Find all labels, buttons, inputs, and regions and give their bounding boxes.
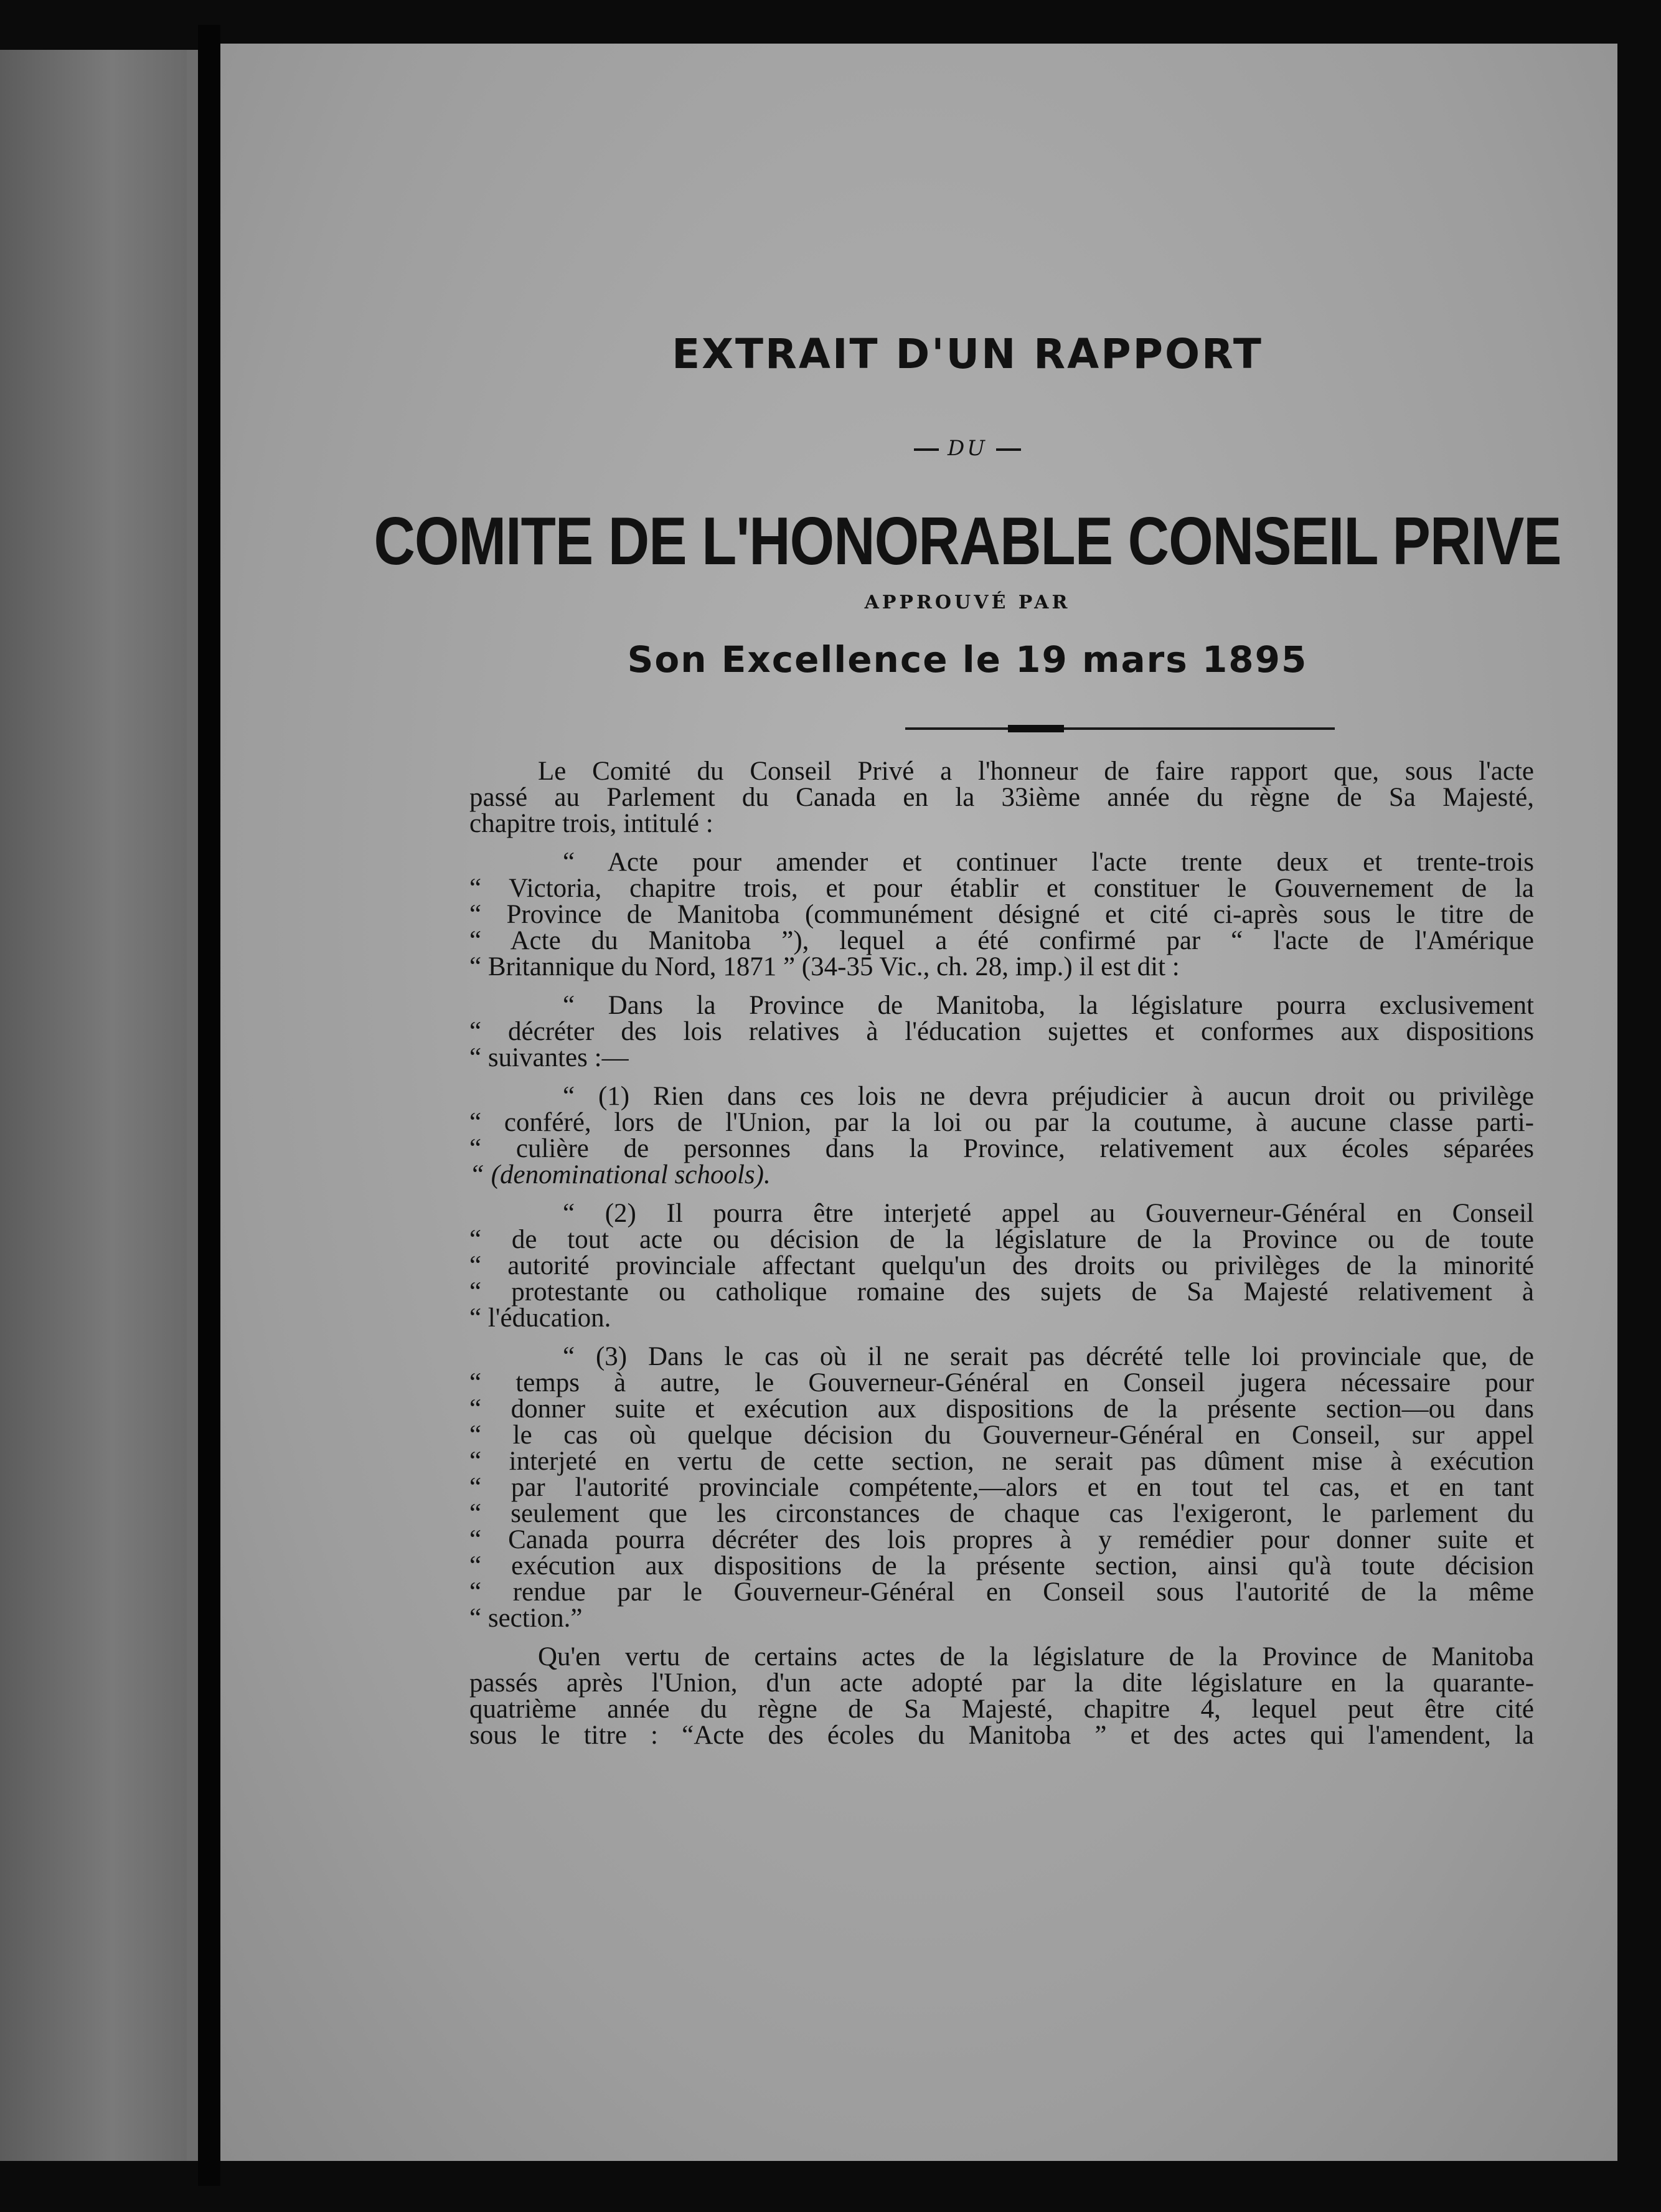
separator-rule-center xyxy=(1008,725,1064,732)
text-line: “ l'éducation. xyxy=(469,1303,611,1333)
text-line: “ (denominational schools). xyxy=(469,1160,771,1189)
date-line: Son Excellence le 19 mars 1895 xyxy=(627,638,1308,681)
book-gutter xyxy=(198,25,220,2186)
document-title: EXTRAIT D'UN RAPPORT xyxy=(672,330,1263,378)
text-line: “ donner suite et exécution aux dispositions de la présente section—ou dans xyxy=(469,1394,1534,1424)
document-subtitle: COMITE DE L'HONORABLE CONSEIL PRIVE xyxy=(374,504,1561,579)
text-line: “ de tout acte ou décision de la législature de la Province ou de toute xyxy=(469,1225,1534,1254)
text-line: “ exécution aux dispositions de la présente section, ainsi qu'à toute décision xyxy=(469,1551,1534,1581)
text-line: sous le titre : “Acte des écoles du Manitoba ” et des actes qui l'amendent, la xyxy=(469,1721,1534,1750)
facing-page-scan xyxy=(0,50,187,2161)
text-line: “ (3) Dans le cas où il ne serait pas décrété telle loi provinciale que, de xyxy=(563,1342,1534,1371)
paragraph xyxy=(469,1084,1534,1188)
text-line: “ Britannique du Nord, 1871 ” (34-35 Vic., ch. 28, imp.) il est dit : xyxy=(469,952,1180,981)
text-line: “ Dans la Province de Manitoba, la législature pourra exclusivement xyxy=(563,991,1534,1020)
text-line: “ par l'autorité provinciale compétente,—alors et en tout tel cas, et en tant xyxy=(469,1473,1534,1502)
text-line: chapitre trois, intitulé : xyxy=(469,809,713,838)
text-line: “ Victoria, chapitre trois, et pour établir et constituer le Gouvernement de la xyxy=(469,874,1534,903)
approval-label: APPROUVÉ PAR xyxy=(864,592,1071,613)
text-line: “ temps à autre, le Gouverneur-Général en Conseil jugera nécessaire pour xyxy=(469,1368,1534,1397)
text-line: “ section.” xyxy=(469,1604,583,1633)
paragraph xyxy=(469,1644,1534,1749)
text-line: “ protestante ou catholique romaine des sujets de Sa Majesté relativement à xyxy=(469,1277,1534,1307)
document-body xyxy=(469,759,1534,1761)
title-connector xyxy=(357,436,1578,461)
text-line: “ culière de personnes dans la Province, relativement aux écoles séparées xyxy=(469,1134,1534,1163)
paragraph xyxy=(469,1344,1534,1632)
text-line: “ (2) Il pourra être interjeté appel au Gouverneur-Général en Conseil xyxy=(563,1199,1534,1228)
connector-dash-right xyxy=(996,448,1021,451)
text-line: “ seulement que les circonstances de chaque cas l'exigeront, le parlement du xyxy=(469,1499,1534,1528)
text-line: “ Acte du Manitoba ”), lequel a été confirmé par “ l'acte de l'Amérique xyxy=(469,926,1534,955)
facing-page-edge xyxy=(0,50,198,2161)
text-line: passé au Parlement du Canada en la 33ième année du règne de Sa Majesté, xyxy=(469,783,1534,812)
scanned-page xyxy=(220,44,1617,2161)
text-line: “ interjeté en vertu de cette section, ne serait pas dûment mise à exécution xyxy=(469,1447,1534,1476)
text-line: Le Comité du Conseil Privé a l'honneur de faire rapport que, sous l'acte xyxy=(538,757,1534,786)
text-line: “ décréter des lois relatives à l'éducation sujettes et conformes aux dispositions xyxy=(469,1017,1534,1046)
text-line: “ Acte pour amender et continuer l'acte trente deux et trente-trois xyxy=(563,848,1534,877)
text-line: “ suivantes :— xyxy=(469,1043,629,1072)
text-line: quatrième année du règne de Sa Majesté, chapitre 4, lequel peut être cité xyxy=(469,1694,1534,1724)
paragraph xyxy=(469,1201,1534,1331)
text-line: Qu'en vertu de certains actes de la législature de la Province de Manitoba xyxy=(538,1642,1534,1671)
text-line: “ autorité provinciale affectant quelqu'un des droits ou privilèges de la minorité xyxy=(469,1251,1534,1280)
text-line: “ rendue par le Gouverneur-Général en Conseil sous l'autorité de la même xyxy=(469,1577,1534,1607)
paragraph xyxy=(469,759,1534,837)
text-line: “ conféré, lors de l'Union, par la loi ou par la coutume, à aucune classe parti- xyxy=(469,1108,1534,1137)
text-line: passés après l'Union, d'un acte adopté par la dite législature en la quarante- xyxy=(469,1668,1534,1698)
connector-dash-left xyxy=(914,448,939,451)
text-line: “ Canada pourra décréter des lois propres à y remédier pour donner suite et xyxy=(469,1525,1534,1554)
text-line: “ le cas où quelque décision du Gouverneur-Général en Conseil, sur appel xyxy=(469,1420,1534,1450)
separator-rule xyxy=(905,727,1335,730)
connector-text: DU xyxy=(948,436,987,461)
paragraph xyxy=(469,849,1534,980)
text-line: “ Province de Manitoba (communément désigné et cité ci-après sous le titre de xyxy=(469,900,1534,929)
text-line: “ (1) Rien dans ces lois ne devra préjudicier à aucun droit ou privilège xyxy=(563,1082,1534,1111)
paragraph xyxy=(469,993,1534,1071)
